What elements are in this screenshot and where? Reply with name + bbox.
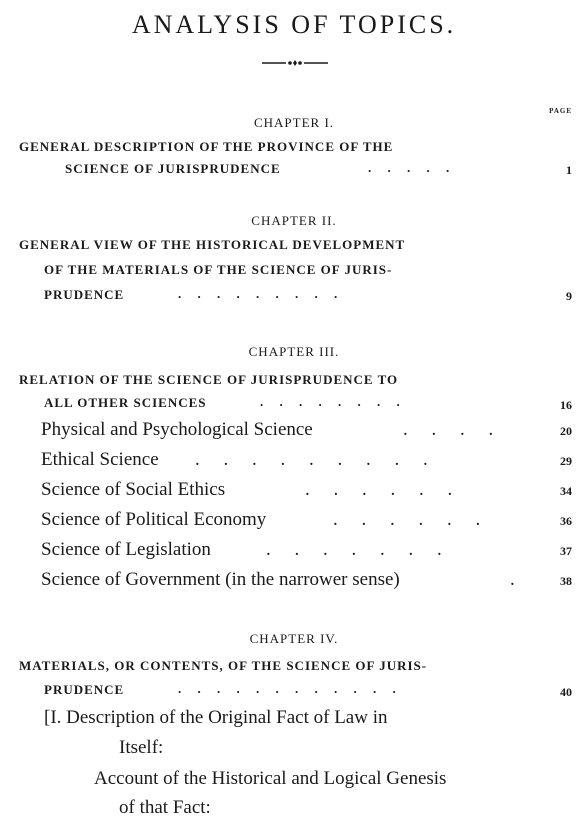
ornament-divider [262, 58, 328, 68]
chapter-heading: CHAPTER I. [253, 115, 335, 130]
toc-entry: Science of Social Ethics [41, 479, 226, 500]
chapter-title-line: MATERIALS, OR CONTENTS, OF THE SCIENCE OF JURIS- [19, 658, 428, 673]
page-number: 9 [566, 289, 572, 303]
dot-leader: . . . . . . . . . [195, 449, 428, 470]
chapter-title-line: PRUDENCE [44, 287, 125, 302]
toc-subentry: Itself: [119, 737, 164, 758]
dot-leader: . . . . [403, 419, 494, 440]
toc-entry: Physical and Psychological Science [41, 419, 313, 440]
page-number: 29 [560, 454, 572, 468]
page-number: 40 [560, 685, 572, 699]
dot-leader: . [510, 569, 515, 590]
dot-leader: . . . . . . [305, 479, 453, 500]
chapter-heading: CHAPTER IV. [249, 631, 339, 646]
chapter-heading: CHAPTER II. [251, 213, 337, 228]
toc-subentry: [I. Description of the Original Fact of Law in [44, 707, 388, 728]
page-number: 36 [560, 514, 572, 528]
chapter-title-line: PRUDENCE [44, 682, 125, 697]
dot-leader: . . . . . . . . . . . . [178, 681, 396, 696]
dot-leader: . . . . . . [333, 509, 481, 530]
chapter-title-line: ALL OTHER SCIENCES [44, 395, 207, 410]
dot-leader: . . . . . . . [266, 539, 442, 560]
page-number: 16 [560, 398, 572, 412]
toc-subentry: Account of the Historical and Logical Genesis [94, 768, 447, 789]
page-number: 20 [560, 424, 572, 438]
chapter-title-line: GENERAL DESCRIPTION OF THE PROVINCE OF THE [19, 139, 394, 154]
toc-entry: Science of Political Economy [41, 509, 267, 530]
toc-entry: Ethical Science [41, 449, 159, 470]
page-title: ANALYSIS OF TOPICS. [131, 10, 457, 39]
toc-entry: Science of Legislation [41, 539, 211, 560]
dot-leader: . . . . . . . . [260, 394, 400, 409]
page-number: 34 [560, 484, 572, 498]
page-column-header: PAGE [549, 107, 572, 115]
chapter-title-line: GENERAL VIEW OF THE HISTORICAL DEVELOPMENT [19, 237, 406, 252]
toc-entry: Science of Government (in the narrower sense) [41, 569, 400, 590]
page-number: 38 [560, 574, 572, 588]
dot-leader: . . . . . . . . . [178, 286, 338, 301]
chapter-title-line: OF THE MATERIALS OF THE SCIENCE OF JURIS- [44, 262, 393, 277]
dot-leader: . . . . . [368, 160, 450, 175]
toc-subentry: of that Fact: [119, 797, 211, 818]
chapter-title-line: RELATION OF THE SCIENCE OF JURISPRUDENCE TO [19, 372, 399, 387]
chapter-title-line: SCIENCE OF JURISPRUDENCE [65, 161, 281, 176]
page-number: 37 [560, 544, 572, 558]
page-number: 1 [566, 163, 572, 177]
chapter-heading: CHAPTER III. [248, 344, 340, 359]
